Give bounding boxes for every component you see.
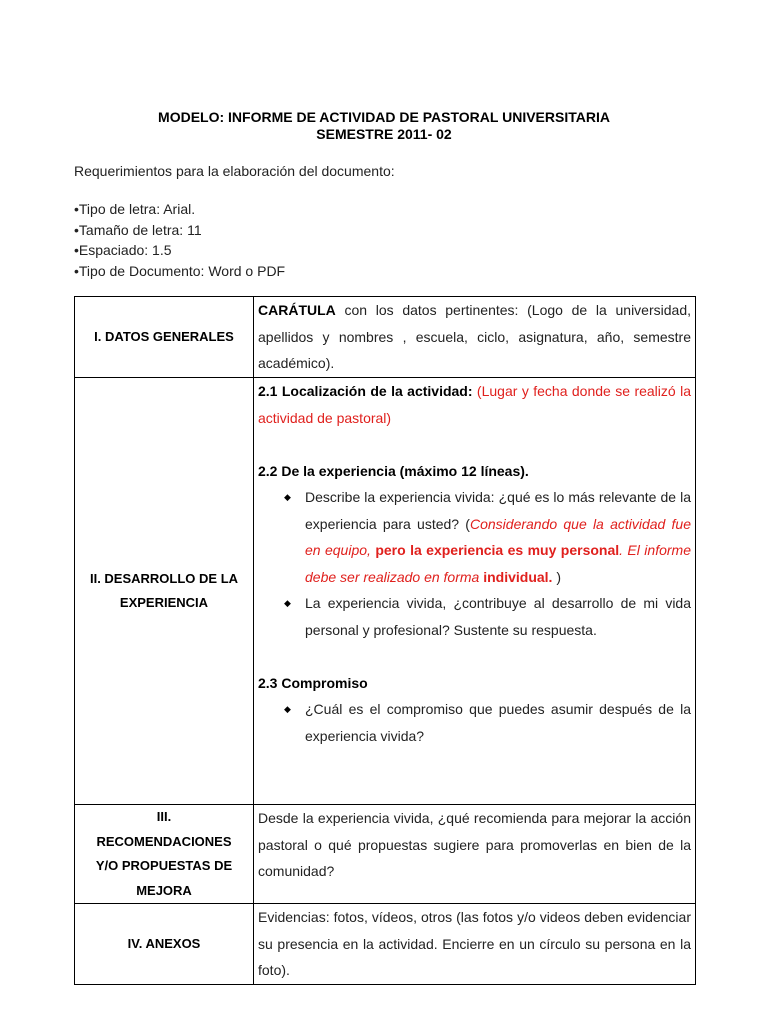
subsection-heading-2-3: 2.3 Compromiso <box>258 674 368 691</box>
label-line: III. <box>156 809 172 824</box>
diamond-bullet-icon: ◆ <box>284 598 291 608</box>
caratula-text: con los datos pertinentes: (Logo de la universidad, apellidos y nombres , escuela, ciclo, asignatura, año, semestre académico). <box>258 302 691 371</box>
bullet-red-text: Considerando que la actividad fue en equipo, <box>305 515 691 558</box>
label-line: EXPERIENCIA <box>119 595 209 610</box>
caratula-label: CARÁTULA <box>258 302 336 318</box>
bullet-red-bold-text: pero la experiencia es muy personal <box>375 542 620 558</box>
list-item <box>284 484 691 590</box>
requirements-intro: Requerimientos para la elaboración del documento: <box>74 163 395 179</box>
subsection-heading-2-2: 2.2 De la experiencia (máximo 12 líneas). <box>258 462 529 479</box>
section-content-recomendaciones: Desde la experiencia vivida, ¿qué recomienda para mejorar la acción pastoral o qué propuestas sugiere para promoverlas en bien de la comunidad? <box>254 805 696 904</box>
section-content-anexos: Evidencias: fotos, vídeos, otros (las fotos y/o videos deben evidenciar su presencia en la actividad. Encierre en un círculo su persona en la foto). <box>254 904 696 985</box>
table-row-desarrollo <box>75 378 696 805</box>
label-line: Y/O PROPUESTAS DE <box>95 858 233 873</box>
section-label-anexos: IV. ANEXOS <box>75 904 254 985</box>
section-content-desarrollo <box>254 378 696 805</box>
requirement-item: •Tamaño de letra: 11 <box>74 221 202 238</box>
list-item <box>284 590 691 643</box>
diamond-bullet-icon: ◆ <box>284 492 291 502</box>
requirement-item: •Tipo de Documento: Word o PDF <box>74 262 286 279</box>
section-label-datos-generales: I. DATOS GENERALES <box>75 297 254 378</box>
experience-bullets <box>258 484 691 643</box>
spacer <box>258 431 691 458</box>
bullet-red-bold-text: individual. <box>483 568 553 585</box>
table-row-anexos <box>75 904 696 985</box>
subsection-heading-2-1: 2.1 Localización de la actividad: <box>258 383 473 399</box>
subsection-note-2-1: (Lugar y fecha donde se realizó la actividad de pastoral) <box>258 383 691 426</box>
label-line: RECOMENDACIONES <box>96 833 232 849</box>
diamond-bullet-icon: ◆ <box>284 704 291 714</box>
requirement-item: •Espaciado: 1.5 <box>74 242 172 258</box>
bullet-text: ) <box>552 568 562 585</box>
label-line: MEJORA <box>136 882 192 898</box>
requirements-list <box>74 199 285 281</box>
bullet-text: ¿Cuál es el compromiso que puedes asumir después de la experiencia vivida? <box>305 701 691 744</box>
bullet-text: La experiencia vivida, ¿contribuye al desarrollo de mi vida personal y profesional? Sustente su respuesta. <box>305 595 691 638</box>
list-item <box>284 696 691 749</box>
section-content-datos-generales <box>254 297 696 378</box>
commitment-bullets <box>258 696 691 749</box>
bullet-text: Describe la experiencia vivida: ¿qué es lo más relevante de la experiencia para usted? ( <box>305 489 691 532</box>
requirement-item: •Tipo de letra: Arial. <box>74 201 196 217</box>
title-line-1: MODELO: INFORME DE ACTIVIDAD DE PASTORAL UNIVERSITARIA <box>158 109 610 125</box>
section-label-recomendaciones <box>75 805 254 904</box>
table-row-recomendaciones <box>75 805 696 904</box>
report-structure-table <box>74 296 696 985</box>
spacer <box>258 643 691 670</box>
label-line: II. DESARROLLO DE LA <box>89 570 239 586</box>
subsection-2-1 <box>258 378 691 431</box>
bullet-red-text: . El informe debe ser realizado en forma <box>305 542 691 585</box>
section-label-desarrollo <box>75 378 254 805</box>
document-title <box>0 109 768 143</box>
title-line-2: SEMESTRE 2011- 02 <box>316 126 452 142</box>
table-row-datos-generales <box>75 297 696 378</box>
